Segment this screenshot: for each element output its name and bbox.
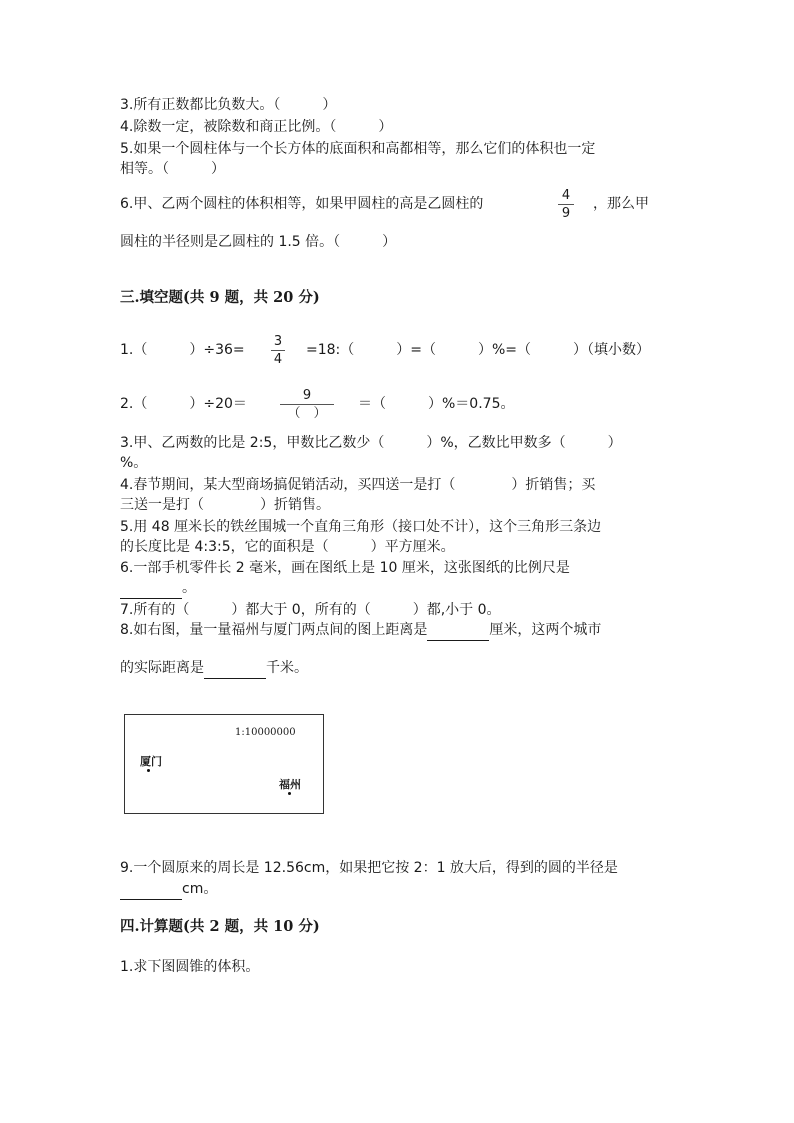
judge-q6-fraction <box>558 188 574 221</box>
calc-q1: 1.求下图圆锥的体积。 <box>120 959 260 975</box>
fraction-denominator: 4 <box>273 352 283 367</box>
judge-q5-line1: 5.如果一个圆柱体与一个长方体的底面积和高都相等，那么它们的体积也一定 <box>120 141 596 157</box>
fill-q5-line1: 5.用 48 厘米长的铁丝围城一个直角三角形（接口处不计），这个三角形三条边 <box>120 519 602 535</box>
fill-q4-line1: 4.春节期间，某大型商场搞促销活动，买四送一是打（ ）折销售；买 <box>120 477 596 493</box>
fill-q8-part2: 厘米，这两个城市 <box>489 622 602 638</box>
judge-q6-part2: ，那么甲 <box>593 196 649 212</box>
fill-q8-line1 <box>120 620 601 641</box>
fraction-denominator: 9 <box>561 206 571 221</box>
answer-blank <box>427 620 489 641</box>
answer-blank <box>120 879 182 900</box>
fill-q2-part1: 2.（ ）÷20＝ <box>120 396 247 412</box>
judge-q6-part1: 6.甲、乙两个圆柱的体积相等，如果甲圆柱的高是乙圆柱的 <box>120 196 484 212</box>
fill-q1-part2: =18:（ ）=（ ）%=（ ）（填小数） <box>306 342 651 358</box>
fill-q9-line2 <box>120 879 217 900</box>
fill-q7: 7.所有的（ ）都大于 0，所有的（ ）都,小于 0。 <box>120 602 501 618</box>
fill-q2-fraction <box>280 388 334 421</box>
judge-q3: 3.所有正数都比负数大。（ ） <box>120 97 337 113</box>
fraction-bar <box>280 404 334 405</box>
map-city-fuzhou: 福州 <box>279 778 301 791</box>
fraction-numerator: 4 <box>561 188 571 203</box>
fill-q8-line2-part1: 的实际距离是 <box>120 660 204 676</box>
fraction-bar <box>558 204 574 205</box>
judge-q4: 4.除数一定，被除数和商正比例。（ ） <box>120 119 393 135</box>
fill-q1-fraction <box>271 334 285 367</box>
fraction-denominator: （ ） <box>287 406 327 421</box>
fill-q5-line2: 的长度比是 4:3:5，它的面积是（ ）平方厘米。 <box>120 539 455 555</box>
map-figure <box>124 714 324 814</box>
map-scale: 1:10000000 <box>235 727 296 738</box>
fill-q3-line2: %。 <box>120 455 148 471</box>
fill-q4-line2: 三送一是打（ ）折销售。 <box>120 497 330 513</box>
judge-q5-line2: 相等。（ ） <box>120 161 225 177</box>
fill-q6-line2 <box>120 578 196 599</box>
fill-q6-line1: 6.一部手机零件长 2 毫米，画在图纸上是 10 厘米，这张图纸的比例尺是 <box>120 560 570 576</box>
map-point-xiamen <box>147 769 150 772</box>
fill-q6-end: 。 <box>182 580 196 596</box>
map-city-xiamen: 厦门 <box>140 755 162 768</box>
fill-q2-part2: ＝（ ）%＝0.75。 <box>358 396 515 412</box>
section-title-calc: 四.计算题(共 2 题，共 10 分) <box>120 918 320 935</box>
fraction-numerator: 9 <box>302 388 312 403</box>
judge-q6-line2: 圆柱的半径则是乙圆柱的 1.5 倍。（ ） <box>120 234 397 250</box>
answer-blank <box>204 658 266 679</box>
fill-q9-end: cm。 <box>182 881 218 897</box>
fill-q9-line1: 9.一个圆原来的周长是 12.56cm，如果把它按 2：1 放大后，得到的圆的半径是 <box>120 860 618 876</box>
fill-q3-line1: 3.甲、乙两数的比是 2:5，甲数比乙数少（ ）%，乙数比甲数多（ ） <box>120 435 622 451</box>
fraction-bar <box>271 350 285 351</box>
fill-q1-part1: 1.（ ）÷36= <box>120 342 245 358</box>
fill-q8-line2-part2: 千米。 <box>266 660 308 676</box>
fraction-numerator: 3 <box>273 334 283 349</box>
section-title-fill: 三.填空题(共 9 题，共 20 分) <box>120 289 320 306</box>
fill-q8-line2 <box>120 658 308 679</box>
answer-blank <box>120 578 182 599</box>
fill-q8-part1: 8.如右图，量一量福州与厦门两点间的图上距离是 <box>120 622 428 638</box>
map-point-fuzhou <box>288 792 291 795</box>
